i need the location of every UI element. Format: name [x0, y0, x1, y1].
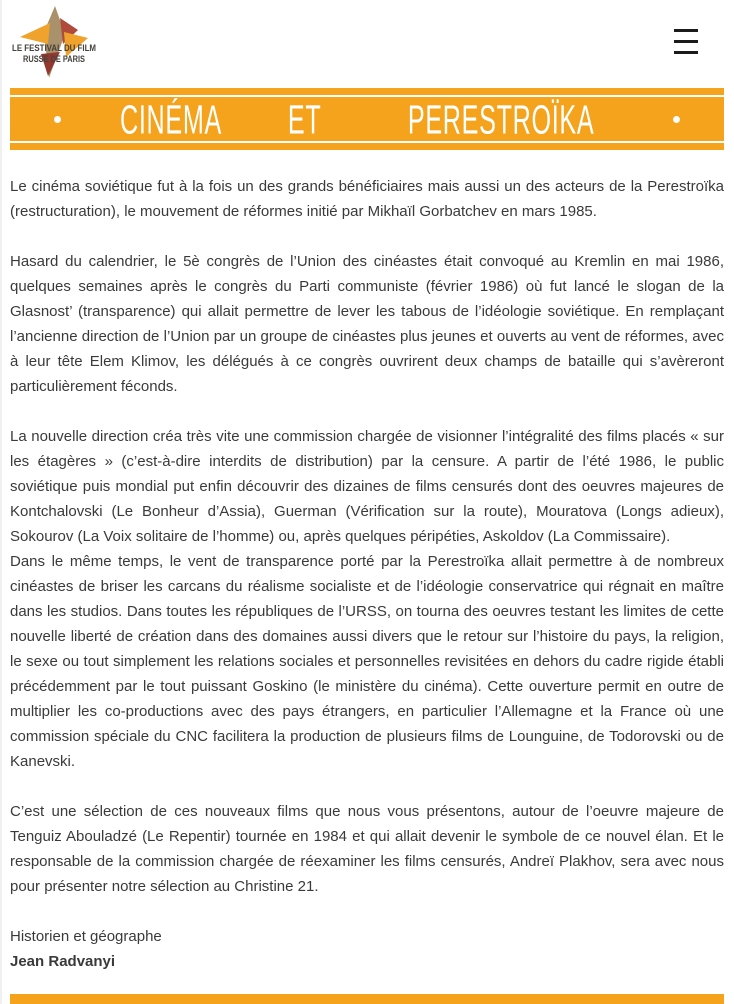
article-paragraph: C’est une sélection de ces nouveaux films que nous vous présentons, autour de l’oeuvre majeure de Tenguiz Abouladzé (Le Repentir) tournée en 1984 et qui allait devenir le symbole de ce nouvel élan. Et le responsable de la commission chargée de réexaminer les films censurés, Andreï Plakhov, sera avec nous pour présenter notre sélection au Christine 21. [10, 803, 724, 895]
logo-text-line1: LE FESTIVAL DU FILM [12, 43, 96, 53]
article-paragraph: La nouvelle direction créa très vite une commission chargée de visionner l’intégralité des films placés « sur les étagères » (c’est-à-dire interdits de distribution) par la censure. A partir de l’été 1986, le public soviétique puis mondial put enfin découvrir des dizaines de films censurés dont des oeuvres majeures de Kontchalovski (Le Bonheur d’Assia), Guerman (Vérification sur la route), Mouratova (Longs adieux), Sokourov (La Voix solitaire de l’homme) ou, après quelques péripéties, Askoldov (La Commissaire). [10, 428, 724, 545]
page-title-word: PERESTROÏKA [408, 96, 595, 142]
article-paragraph: Le cinéma soviétique fut à la fois un des grands bénéficiaires mais aussi un des acteurs de la Perestroïka (restructuration), le mouvement de réformes initié par Mikhaïl Gorbatchev en mars 1985. [10, 178, 724, 220]
title-banner [10, 88, 724, 150]
banner-bottom-strip [10, 143, 724, 150]
article-body [10, 174, 724, 974]
festival-logo[interactable] [8, 4, 100, 82]
page-title-word: CINÉMA [119, 96, 222, 142]
banner-top-strip [10, 88, 724, 95]
banner-main [10, 97, 724, 141]
hamburger-bar [674, 29, 698, 32]
page-title-word: ET [288, 96, 322, 142]
logo-text-line2: RUSSE DE PARIS [23, 54, 85, 64]
footer-bar [10, 994, 724, 1004]
hamburger-bar [674, 40, 698, 43]
article-paragraph: Dans le même temps, le vent de transparence porté par la Perestroïka allait permettre à de nombreux cinéastes de briser les carcans du réalisme socialiste et de l’idéologie conservatrice qui régnait en maître dans les studios. Dans toutes les républiques de l’URSS, on tourna des oeuvres testant les limites de cette nouvelle liberté de création dans des domaines aussi divers que le retour sur l’histoire du pays, la religion, le sexe ou tout simplement les relations sociales et personnelles revisitées en dehors du cadre rigide établi précédemment par le tout puissant Goskino (le ministère du cinéma). Cette ouverture permit en outre de multiplier les co-productions avec des pays étrangers, en particulier l’Allemagne et la France où une commission spéciale du CNC facilitera la production de plusieurs films de Lounguine, de Todorovski ou de Kanevski. [10, 553, 724, 770]
site-header [0, 0, 734, 88]
banner-right-dot [673, 116, 680, 123]
article-paragraph: Hasard du calendrier, le 5è congrès de l’Union des cinéastes était convoqué au Kremlin en mai 1986, quelques semaines après le congrès du Parti communiste (février 1986) où fut lancé le slogan de la Glasnost’ (transparence) qui allait permettre de lever les tabous de l’idéologie soviétique. En remplaçant l’ancienne direction de l’Union par un groupe de cinéastes plus jeunes et ouverts au vent de réformes, avec à leur tête Elem Klimov, les délégués à ce congrès ouvrirent deux champs de bataille qui s’avèreront particulièrement féconds. [10, 253, 724, 395]
banner-left-dot [54, 116, 61, 123]
author-role: Historien et géographe [10, 928, 162, 945]
festival-star-icon [8, 4, 100, 82]
author-name: Jean Radvanyi [10, 953, 116, 970]
author-signature [10, 924, 724, 974]
hamburger-menu-icon[interactable] [674, 29, 698, 54]
hamburger-bar [674, 51, 698, 54]
